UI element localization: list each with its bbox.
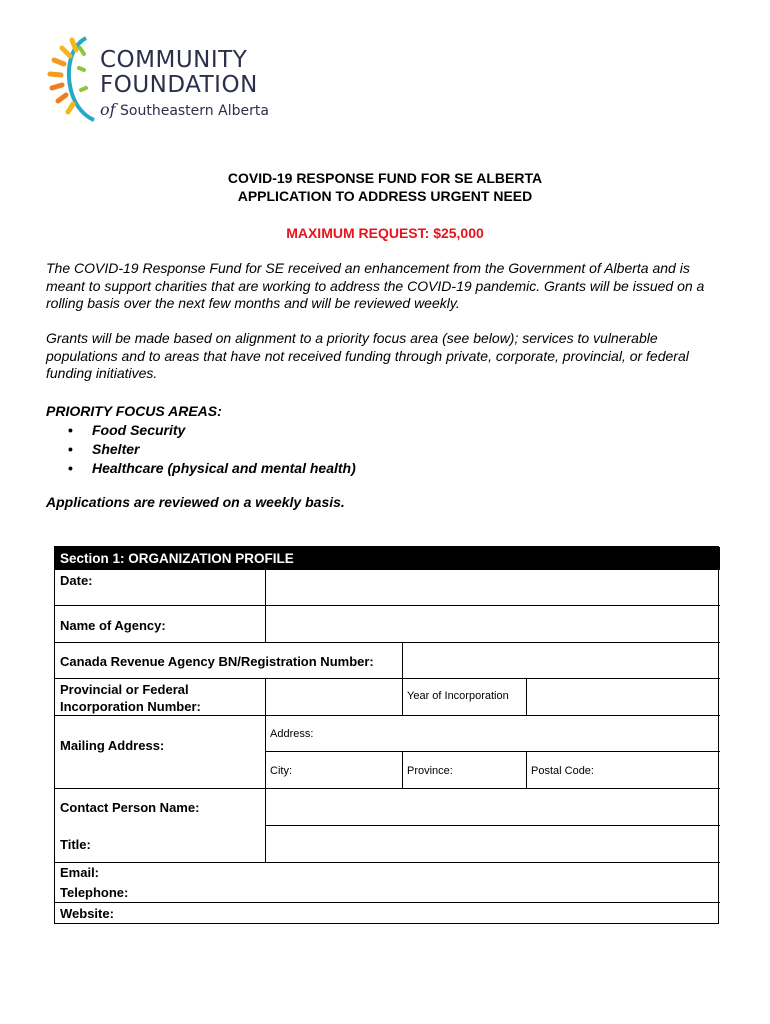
intro-paragraph-2: Grants will be made based on alignment to a priority focus area (see below); services to vulnerable populations and to areas that have not received funding through private, corporate, provincial, or federal funding initiatives. xyxy=(46,330,689,381)
incorporation-label-1: Provincial or Federal xyxy=(60,682,189,697)
province-field[interactable] xyxy=(403,752,526,788)
bullet-icon: • xyxy=(68,422,73,438)
year-incorporation-label: Year of Incorporation xyxy=(407,690,509,702)
website-label: Website: xyxy=(60,906,114,921)
priority-heading: PRIORITY FOCUS AREAS: xyxy=(46,403,222,419)
weekly-note: Applications are reviewed on a weekly basis. xyxy=(46,494,345,510)
list-item: • Food Security xyxy=(68,422,186,438)
agency-field[interactable] xyxy=(266,606,719,642)
logo-region: Southeastern Alberta xyxy=(115,103,269,119)
section-header: Section 1: ORGANIZATION PROFILE xyxy=(55,547,720,570)
logo-wordmark xyxy=(100,48,269,119)
agency-label: Name of Agency: xyxy=(60,618,166,633)
priority-focus-areas xyxy=(46,403,356,478)
list-item: • Healthcare (physical and mental health) xyxy=(68,460,356,476)
cra-label: Canada Revenue Agency BN/Registration Number: xyxy=(60,654,374,669)
address-field[interactable] xyxy=(266,716,719,751)
email-field[interactable] xyxy=(115,863,719,881)
city-field[interactable] xyxy=(266,752,402,788)
postal-code-label: Postal Code: xyxy=(531,765,594,777)
province-label: Province: xyxy=(407,765,453,777)
email-label: Email: xyxy=(60,865,100,880)
date-field[interactable] xyxy=(266,571,719,605)
document-title: COVID-19 RESPONSE FUND FOR SE ALBERTA xyxy=(227,170,543,186)
logo-line-foundation: FOUNDATION xyxy=(100,72,258,98)
incorporation-number-field[interactable] xyxy=(266,679,402,715)
telephone-field[interactable] xyxy=(145,883,719,901)
title-label: Title: xyxy=(60,837,91,852)
logo-line-region xyxy=(100,100,269,119)
list-item: • Shelter xyxy=(68,441,140,457)
year-incorporation-field[interactable] xyxy=(527,679,719,715)
col-divider xyxy=(402,678,403,715)
website-field[interactable] xyxy=(135,904,719,922)
city-label: City: xyxy=(270,765,292,777)
logo-line-community: COMMUNITY xyxy=(100,47,248,73)
logo-of: of xyxy=(100,100,116,119)
contact-person-field[interactable] xyxy=(266,789,719,825)
date-label: Date: xyxy=(60,573,93,588)
sunburst-logo-icon xyxy=(46,34,106,124)
incorporation-label-2: Incorporation Number: xyxy=(60,699,201,714)
contact-person-label: Contact Person Name: xyxy=(60,800,200,815)
document-subtitle: APPLICATION TO ADDRESS URGENT NEED xyxy=(237,188,533,204)
mailing-address-label: Mailing Address: xyxy=(60,738,165,753)
postal-code-field[interactable] xyxy=(527,752,719,788)
intro-paragraph-1: The COVID-19 Response Fund for SE received an enhancement from the Government of Alberta and is meant to support charities that are working to address the COVID-19 pandemic. Grants will be issued on a rolling basis over the next few months and will be reviewed weekly. xyxy=(46,260,705,311)
row-divider xyxy=(55,902,720,903)
priority-list xyxy=(46,421,356,478)
title-field[interactable] xyxy=(266,826,719,862)
max-request: MAXIMUM REQUEST: $25,000 xyxy=(286,225,484,241)
bullet-icon: • xyxy=(68,441,73,457)
bullet-icon: • xyxy=(68,460,73,476)
address-label: Address: xyxy=(270,728,314,740)
telephone-label: Telephone: xyxy=(60,885,129,900)
organization-profile-form xyxy=(54,546,719,924)
cra-field[interactable] xyxy=(403,643,719,678)
